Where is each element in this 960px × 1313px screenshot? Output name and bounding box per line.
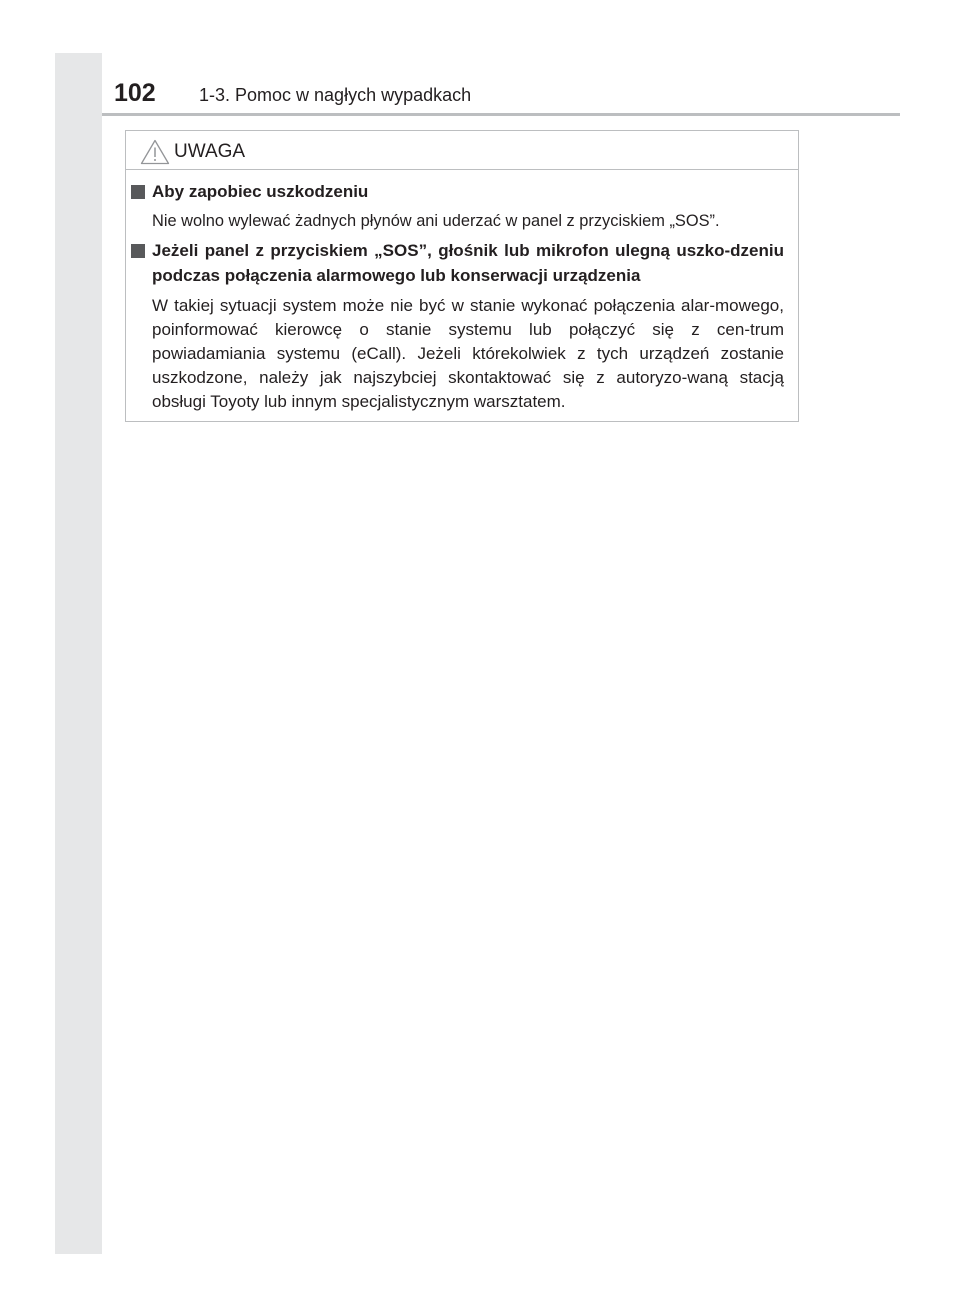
caution-header [126, 131, 798, 170]
item-body: W takiej sytuacji system może nie być w stanie wykonać połączenia alar-mowego, poinformować kierowcę o stanie systemu lub połączyć się z cen-trum powiadamiania systemu (eCall). Jeżeli którekolwiek z tych urządzeń zostanie uszkodzone, należy jak najszybciej skontaktować się z autoryzo-waną stacją obsługi Toyoty lub innym specjalistycznym warsztatem. [152, 296, 784, 411]
bullet-square-icon [131, 185, 145, 199]
caution-title: UWAGA [174, 141, 246, 162]
side-strip [55, 53, 102, 1254]
caution-box [125, 130, 799, 422]
section-title: 1-3. Pomoc w nagłych wypadkach [199, 85, 472, 105]
header-divider [102, 113, 900, 116]
bullet-square-icon [131, 244, 145, 258]
item-heading: Aby zapobiec uszkodzeniu [152, 182, 369, 201]
page-number: 102 [114, 79, 156, 107]
warning-triangle-icon [140, 139, 170, 165]
item-body: Nie wolno wylewać żadnych płynów ani uderzać w panel z przyciskiem „SOS”. [152, 212, 720, 230]
item-heading: Jeżeli panel z przyciskiem „SOS”, głośnik lub mikrofon ulegną uszko-dzeniu podczas połączenia alarmowego lub konserwacji urządzenia [152, 241, 784, 285]
